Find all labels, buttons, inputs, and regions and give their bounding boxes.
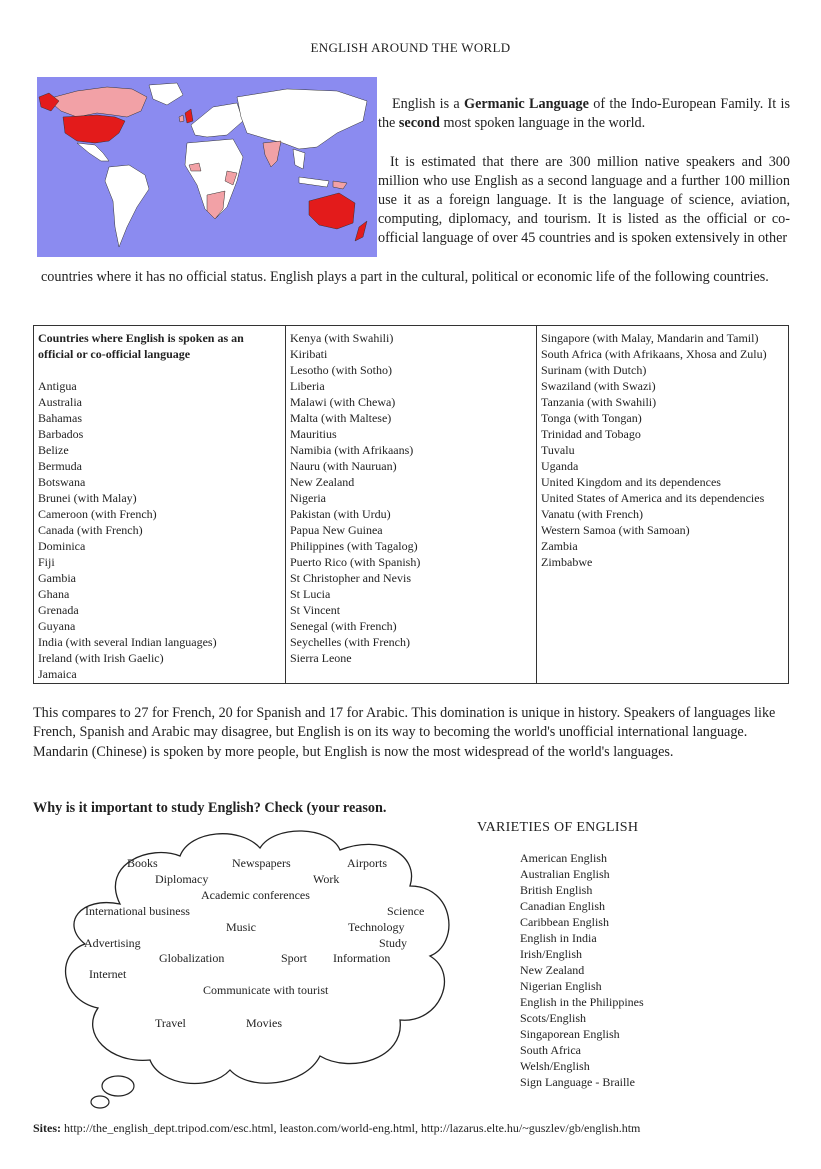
cloud-bubble-2 — [91, 1096, 109, 1108]
list-item: Canada (with French) — [38, 523, 143, 537]
question-heading: Why is it important to study English? Check (your reason. — [33, 800, 387, 816]
list-item: Australian English — [520, 867, 610, 881]
list-item: Zambia — [541, 539, 578, 553]
list-item: Cameroon (with French) — [38, 507, 157, 521]
list-item: Canadian English — [520, 899, 605, 913]
list-item: Puerto Rico (with Spanish) — [290, 555, 421, 569]
list-item: Dominica — [38, 539, 86, 553]
cloud-word-advertising: Advertising — [84, 936, 141, 950]
cloud-word-travel: Travel — [155, 1016, 186, 1030]
cloud-word-information: Information — [333, 951, 391, 965]
intro-paragraph-3: countries where it has no official status. English plays a part in the cultural, political or economic life of the following countries. — [41, 269, 769, 285]
cloud-word-technology: Technology — [348, 920, 405, 934]
list-item: Nigeria — [290, 491, 326, 505]
list-item: Belize — [38, 443, 69, 457]
list-item: Botswana — [38, 475, 86, 489]
list-item: Philippines (with Tagalog) — [290, 539, 418, 553]
list-item: Nauru (with Nauruan) — [290, 459, 397, 473]
list-item: English in the Philippines — [520, 995, 644, 1009]
table-column-2 — [286, 326, 537, 683]
list-item: New Zealand — [520, 963, 585, 977]
list-item: St Vincent — [290, 603, 341, 617]
list-item: Singaporean English — [520, 1027, 620, 1041]
list-item: Barbados — [38, 427, 84, 441]
list-item: Bermuda — [38, 459, 82, 473]
sites-urls: http://the_english_dept.tripod.com/esc.html, leaston.com/world-eng.html, http://lazarus.elte.hu/~guszlev/gb/english.htm — [64, 1121, 641, 1135]
cloud-word-internet: Internet — [89, 967, 127, 981]
varieties-title: VARIETIES OF ENGLISH — [477, 820, 639, 835]
list-item: Gambia — [38, 571, 76, 585]
page-title: ENGLISH AROUND THE WORLD — [310, 40, 511, 55]
list-item: Guyana — [38, 619, 76, 633]
list-item: Sign Language - Braille — [520, 1075, 635, 1089]
list-item: Irish/English — [520, 947, 582, 961]
list-item: Ireland (with Irish Gaelic) — [38, 651, 164, 665]
list-item: South Africa (with Afrikaans, Xhosa and Zulu) — [541, 347, 767, 361]
list-item: Bahamas — [38, 411, 82, 425]
intro-paragraph-2: It is estimated that there are 300 million native speakers and 300 million who use English as a second language and a further 100 million use it as a foreign language. It is the language of science, aviation, computing, diplomacy, and tourism. It is listed as the official or co-official language of over 45 countries and is spoken extensively in other — [378, 154, 790, 246]
cloud-word-sport: Sport — [281, 951, 308, 965]
list-item: Scots/English — [520, 1011, 587, 1025]
list-item: Senegal (with French) — [290, 619, 397, 633]
cloud-word-work: Work — [313, 872, 340, 886]
list-item: Uganda — [541, 459, 579, 473]
cloud-word-music: Music — [226, 920, 256, 934]
cloud-word-movies: Movies — [246, 1016, 282, 1030]
list-item: St Lucia — [290, 587, 331, 601]
table-header: Countries where English is spoken as an official or co-official language — [38, 331, 244, 361]
list-item: Papua New Guinea — [290, 523, 383, 537]
list-item: Surinam (with Dutch) — [541, 363, 647, 377]
list-item: United Kingdom and its dependences — [541, 475, 721, 489]
list-item: Seychelles (with French) — [290, 635, 410, 649]
list-item: Antigua — [38, 379, 77, 393]
list-item: Welsh/English — [520, 1059, 590, 1073]
list-item: Sierra Leone — [290, 651, 352, 665]
list-item: Zimbabwe — [541, 555, 593, 569]
intro-bold-second: second — [398, 115, 440, 131]
cloud-word-study: Study — [379, 936, 408, 950]
list-item: Namibia (with Afrikaans) — [290, 443, 414, 457]
world-map — [37, 77, 377, 257]
list-item: Pakistan (with Urdu) — [290, 507, 391, 521]
cloud-word-science: Science — [387, 904, 425, 918]
cloud-word-newspapers: Newspapers — [232, 856, 291, 870]
intro-bold-germanic: Germanic Language — [464, 96, 589, 112]
list-item: United States of America and its dependencies — [541, 491, 765, 505]
cloud-bubble-1 — [102, 1076, 134, 1096]
list-item: Swaziland (with Swazi) — [541, 379, 656, 393]
varieties-list — [520, 850, 644, 1090]
comparison-paragraph: This compares to 27 for French, 20 for Spanish and 17 for Arabic. This domination is unique in history. Speakers of languages like French, Spanish and Arabic may disagree, but English is on its way to becoming the world's unofficial international language. Mandarin (Chinese) is spoken by more people, but English is now the most widespread of the world's languages. — [33, 705, 776, 760]
cloud-word-airports: Airports — [347, 856, 387, 870]
cloud-word-intl-business: International business — [85, 904, 190, 918]
list-item: New Zealand — [290, 475, 355, 489]
list-item: Jamaica — [38, 667, 77, 681]
list-item: American English — [520, 851, 607, 865]
list-item: Vanatu (with French) — [541, 507, 643, 521]
list-item: Western Samoa (with Samoan) — [541, 523, 690, 537]
list-item: English in India — [520, 931, 597, 945]
sites-label: Sites: — [33, 1121, 61, 1135]
list-item: Malta (with Maltese) — [290, 411, 392, 425]
countries-table — [33, 325, 789, 684]
list-item: Singapore (with Malay, Mandarin and Tamil) — [541, 331, 759, 345]
list-item: Kiribati — [290, 347, 328, 361]
table-column-1 — [34, 326, 286, 683]
list-item: Tonga (with Tongan) — [541, 411, 642, 425]
intro-text: English is a — [392, 96, 465, 112]
list-item: Australia — [38, 395, 82, 409]
list-item: Fiji — [38, 555, 55, 569]
list-item: Grenada — [38, 603, 79, 617]
list-item: India (with several Indian languages) — [38, 635, 217, 649]
cloud-word-communicate: Communicate with tourist — [203, 983, 329, 997]
list-item: Trinidad and Tobago — [541, 427, 641, 441]
list-item: Tuvalu — [541, 443, 575, 457]
intro-text: of the Indo-European Family. It is the — [378, 96, 790, 131]
list-item: Mauritius — [290, 427, 337, 441]
list-item: Liberia — [290, 379, 325, 393]
table-column-3 — [537, 326, 788, 683]
cloud-word-diplomacy: Diplomacy — [155, 872, 209, 886]
list-item: St Christopher and Nevis — [290, 571, 411, 585]
list-item: Lesotho (with Sotho) — [290, 363, 392, 377]
list-item: Caribbean English — [520, 915, 609, 929]
cloud-word-books: Books — [127, 856, 158, 870]
intro-text: most spoken language in the world. — [439, 115, 646, 131]
sites-line — [33, 1121, 640, 1136]
list-item: Brunei (with Malay) — [38, 491, 137, 505]
list-item: British English — [520, 883, 593, 897]
cloud-word-academic: Academic conferences — [201, 888, 310, 902]
list-item: Tanzania (with Swahili) — [541, 395, 657, 409]
list-item: South Africa — [520, 1043, 581, 1057]
list-item: Kenya (with Swahili) — [290, 331, 394, 345]
list-item: Malawi (with Chewa) — [290, 395, 396, 409]
intro-paragraph-1 — [378, 95, 790, 133]
list-item: Nigerian English — [520, 979, 602, 993]
cloud-word-globalization: Globalization — [159, 951, 225, 965]
list-item: Ghana — [38, 587, 70, 601]
